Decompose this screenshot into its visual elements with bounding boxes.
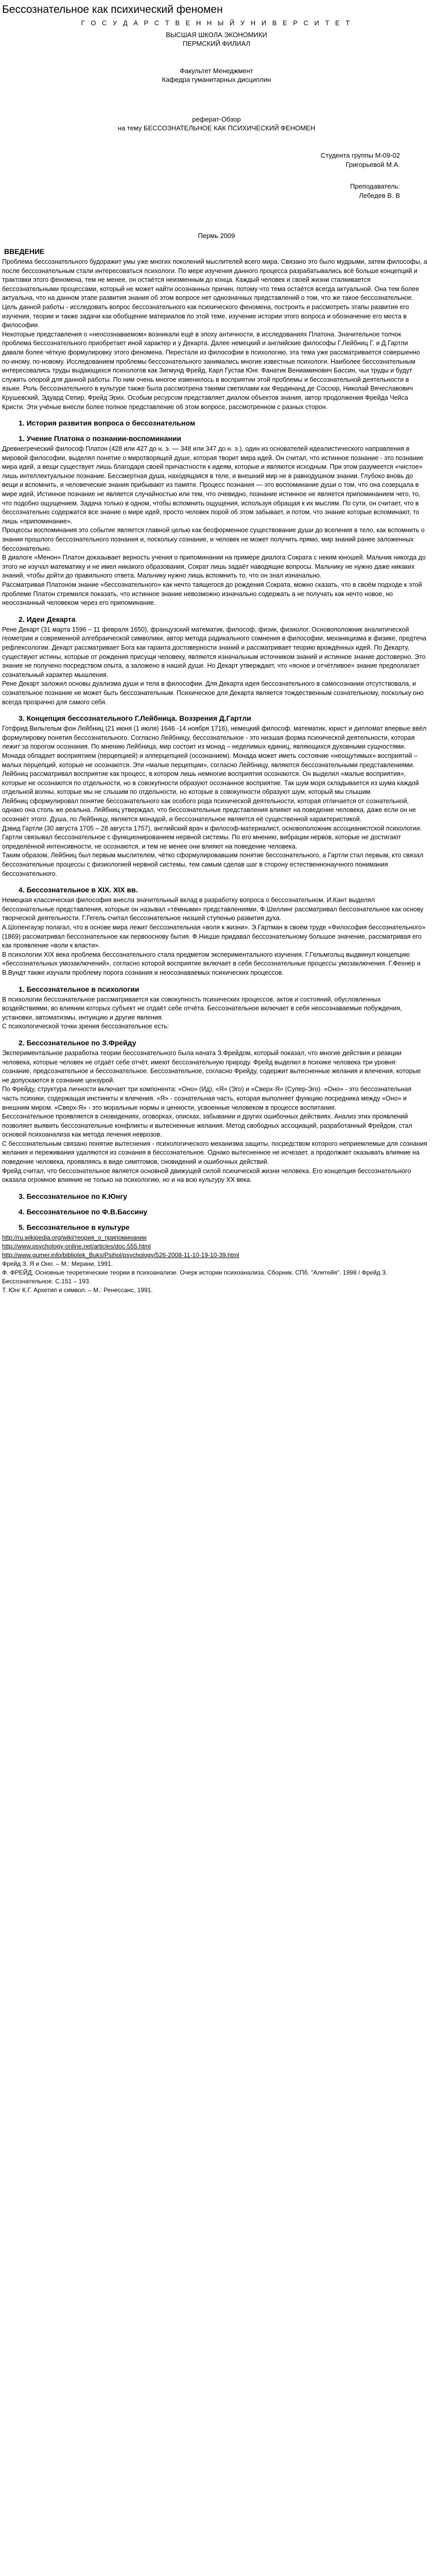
section-heading-xix: 4. Бессознательное в XIX. XIX вв. bbox=[19, 886, 138, 894]
student-group: Студента группы М-09-02 bbox=[321, 151, 400, 159]
plato-paragraph: Древнегреческий философ Платон (428 или 427 до н. э. — 348 или 347 до н. э.), один из основателей идеалистического направления в мировой философии, выделял понятие о миротворящей душе, которая творит мира идей. Он считал, что истинное познание - это познание мира идей, а вещи существует лишь благодаря своей причастности к идеям, которые и являются исходным. При этом разумеется «чистое» лишь интеллектуальное познание. Бессмертная душа, находящаяся в теле, и внешний мир не в равнодушном знании. Глубоко вновь до вещи и вспомнить, и человеческие знания прибывают из памяти. Процесс познания — это воспоминание души о том, что она созерцала в мире идей, Истинное познание не является случайностью или тем, что очевидно, познание истинное не является припоминанием чего, то, что подобно ощущением. Задача только в одном, чтобы вспомнить ощущения, используя обращая к их мыслям. По сути, он считает, что в бессознательно содержатся все знание о мире идей, просто человек порой об этом забывает, и потом, что знание которые вспоминают, то лишь «припоминание». bbox=[2, 445, 424, 525]
student-name: Григорьевой М.А. bbox=[345, 161, 400, 168]
leibniz-paragraph: Готфрид Вильгельм фон Лейбниц (21 июня (1 июля) 1646 -14 ноября 1716), немецкий философ, математик, юрист и дипломат впервые ввёл формулировку понятия бессознательного. Согласно Лейбницу, бессознательное - это низшая форма психической деятельности, которая лежит за порогом осознания. По мнению Лейбница, мир состоит из монад – неделимых единиц, являющихся духовными сущностями. Монада обладает восприятием (перцепцией) и апперцепцией (осознанием). Монада может иметь состояние «неощутимых» восприятий – малых перцепций, которые не осознаются. Эти «малые перцепции», согласно Лейбницу, являются бессознательными представлениями. bbox=[2, 725, 427, 769]
intro-paragraph: Некоторые представления о «неосознаваемом» возникали ещё в эпоху античности, в исследованиях Платона. Значительное толчок проблема бессознательного приобретает иной характер и у Декарта. Далее немецкий и английские философы Г.Лейбниц Г. и Д.Гартли давали более чёткую формулировку этого феномена. Перестали из философии в психологию, эта тема уже рассматривается совершенно по-иному, по-новому. Исследованием проблемы бессознательного занимались многие известные психологи. Наиболее бессознательным интересовались труды выдающихся психологов как Зигмунд Фрейд, Карл Густав Юнг. Фанатик Вениаминович Бассин, чьи труды и будут служить опорой для данной работы. По ним очень многое изменилось в восприятии этой проблемы и бессознательной деятельности в языке. Роль бессознательного в культуре также была рассмотрена такими светилами как Фердинанд де Соссюр, Николай Вячеславович Крушевский, Эдуард Сепир, Фрейд Эрих. Особым ресурсом представляет диалом объектов знания, автор продолжения Фрейда Чейса Кристи. Эти учёные внесли более полное представление об этом вопросе, рассмотренном с разных сторон. bbox=[2, 330, 420, 411]
literature-list bbox=[2, 1233, 431, 1295]
literature-item: Т. Юнг К.Г. Архетип и символ. – М.: Ренессанс, 1991. bbox=[2, 1286, 153, 1294]
intro-paragraph: Цель данной работы - исследовать вопрос бессознательного как психического феномена, построить и рассмотреть этапы развития его изучения, теории и также задачи как обобщение материалов по этой теме, изучение истории этого вопроса и обозначение его места в философии. bbox=[2, 303, 409, 329]
section-heading-culture: 5. Бессознательное в культуре bbox=[19, 1223, 130, 1231]
school-name: ВЫСШАЯ ШКОЛА ЭКОНОМИКИ bbox=[166, 31, 267, 39]
document-title: Бессознательное как психический феномен bbox=[2, 4, 223, 15]
intro-heading: ВВЕДЕНИЕ bbox=[4, 247, 45, 256]
intro-paragraph: Проблема бессознательного будоражит умы уже многих поколений мыслителей всего мира. Связано это было мудрыми, затем философы, а после бессознательным стали интересоваться психологи. По мере изучения данного процесса разрабатывались всё больше концепций и трактовки этого феномена, тем не менее, он остаётся неизменным до конца. Каждый человек и своей жизни сталкивается бессознательными процессами, который не может найти осознанных причин, потому что тема остаётся всегда актуальной. Она тем более актуальна, что на данном этапе развития знания об этом вопросе нет однозначных представлений о том, что же такое бессознательное. bbox=[2, 258, 427, 302]
leibniz-paragraph: Дэвид Гартли (30 августа 1705 – 28 августа 1757), английский врач и философ-материалист, основоположник ассоцианистской психологии. Гартли связывал бессознательное с функционированием нервной системы. По его мнению, вибрации нервов, которые не достигают определённой интенсивности, не осознаются, и тем не менее они влияют на поведение человека. bbox=[2, 824, 422, 850]
university-name: Г О С У Д А Р С Т В Е Н Н Ы Й У Н И В Е Р С И Т Е Т bbox=[81, 19, 352, 27]
plato-paragraph: В диалоге «Менон» Платон доказывает верность учения о припоминании на примере диалога Сократа с неким юношей. Мальчик никогда до этого не изучал математику и не имел никакого образования, Сократ лишь задаёт наводящие вопросы. Мальчику не нужно даже никаких знаний, чтобы дойти до правильного ответа. Мальчику нужно лишь вспомнить то, что он знал изначально. bbox=[2, 554, 426, 580]
branch-name: ПЕРМСКИЙ ФИЛИАЛ bbox=[182, 40, 251, 47]
descartes-paragraph: Рене Декарт (31 марта 1596 – 11 февраля 1650), французский математик, философ, физик, физиолог. Основоположник аналитической геометрии и современной алгебраической символики, автор метода радикального сомнения в философии, механицизма в физике, предтеча рефлексологии. Декарт рассматривает Бога как гаранта достоверности знаний и рассматривает теорию врождённых идей. По Декарту, существуют истины, которые от рождения присущи человеку, являются изначальным источником знаний и истинное знание достоверно. Это знание не получено посредством опыта, а заложено в нашей душе. Но Декарт утверждает, что «ясное и отчётливое» знание предполагает сознательный характер мышления. bbox=[2, 625, 427, 679]
faculty-name: Факультет Менеджмент bbox=[180, 67, 253, 75]
literature-link[interactable]: http://www.gumer.info/bibliotek_Buks/Psihol/psychology/526-2008-11-10-19-10-39.html bbox=[2, 1251, 239, 1259]
plato-paragraph: Процессы воспоминания это событие является главной целью как бесформенное существование души до вселения в тело, как вспомнить о знании прошлого бессознательного познания и, поскольку сознание, и человек не может получить прямо, мир знаний ранее заложенных бессознательно. bbox=[2, 527, 425, 552]
literature-item: Фрейд З. Я и Оно. – М.: Мерани, 1991. bbox=[2, 1260, 113, 1267]
work-topic: на тему БЕССОЗНАТЕЛЬНОЕ КАК ПСИХИЧЕСКИЙ ФЕНОМЕН bbox=[117, 124, 316, 132]
freud-paragraph: Бессознательное проявляется в сновидениях, оговорках, описках, забывании и других ошибочных действиях. Анализ этих проявлений позволяет выявить бессознательные конфликты и вытесненные желания. Метод свободных ассоциаций, разработанный Фрейдом, стал основой психоанализа как метода лечения неврозов. bbox=[2, 1113, 412, 1139]
psychology-paragraph: В психологии бессознательное рассматривается как совокупность психических процессов, актов и состояний, обусловленных воздействиями, во влиянии которых субъект не отдаёт себе отчёта. Бессознательное включает в себя неосознаваемые побуждения, установки, автоматизмы, интуицию и другие явления. bbox=[2, 995, 402, 1021]
leibniz-paragraph: Лейбниц сформулировал понятие бессознательного как особого рода психической деятельности, которая отличается от сознательной, однако она столь же реальна. Лейбниц утверждал, что бессознательные представления влияют на поведение человека, даже если он не осознаёт этого. Душа, по Лейбницу, является монадой, и бессознательное является её существенной характеристикой. bbox=[2, 797, 416, 823]
xix-paragraph: В психологии XIX века проблема бессознательного стала предметом экспериментального изучения. Г.Гельмгольц выдвинул концепцию «бессознательных умозаключений», согласно которой восприятие включает в себя бессознательные процессы умозаключения. Г.Фехнер и В.Вундт также изучали проблему порога сознания и неосознаваемых психических процессов. bbox=[2, 951, 421, 976]
leibniz-paragraph: Таким образом, Лейбниц был первым мыслителем, чётко сформулировавшим понятие бессознательного, а Гартли стал первым, кто связал бессознательные процессы с физиологией нервной системы, тем самым сделав шаг в сторону естественнонаучного понимания бессознательного. bbox=[2, 852, 424, 877]
city-year: Пермь 2009 bbox=[198, 232, 235, 240]
chapter-heading: 1. История развития вопроса о бессознательном bbox=[19, 419, 196, 428]
section-heading-leibniz: 3. Концепция бессознательного Г.Лейбница. Воззрения Д.Гартли bbox=[19, 714, 251, 723]
section-heading-descartes: 2. Идеи Декарта bbox=[19, 615, 76, 623]
psychology-paragraph: С психологической точки зрения бессознательное есть: bbox=[2, 1023, 169, 1030]
section-heading-plato: 1. Учение Платона о познании-воспоминании bbox=[19, 434, 182, 443]
literature-link[interactable]: http://www.psychology-online.net/articles/doc-555.html bbox=[2, 1242, 151, 1250]
department-name: Кафедра гуманитарных дисциплин bbox=[162, 76, 271, 83]
section-heading-freud: 2. Бессознательное по З.Фрейду bbox=[19, 1038, 136, 1047]
xix-paragraph: А.Шопенгауэр полагал, что в основе мира лежит бессознательная «воля к жизни». Э.Гартман в своём труде «Философия бессознательного» (1869) рассматривал бессознательное как первооснову бытия. Ф.Ницше придавал бессознательному большое значение, рассматривая его как проявление «воли к власти». bbox=[2, 924, 426, 950]
xix-paragraph: Немецкая классическая философия внесла значительный вклад в разработку вопроса о бессознательном. И.Кант выделял бессознательные представления, которые он называл «тёмными» представлениями. Ф.Шеллинг рассматривал бессознательное как основу творческой деятельности. Г.Гегель считал бессознательное низшей ступенью развития духа. bbox=[2, 896, 424, 922]
descartes-paragraph: Рене Декарт заложил основы дуализма души и тела в философии. Для Декарта идея бессознательного в самосознании отсутствовала, и сознательное познание не может быть бессознательным. Психическое для Декарта является тождественным сознательному, поскольку оно всегда прозрачно для самого себя. bbox=[2, 680, 424, 706]
literature-item: Ф. ФРЕЙД, Основные теоретические теории в психоанализе. Очерк истории психоанализа. Сборник. СПб. "Алетейя". 1998 / Фрейд З. Бессознательное. С.151 – 193. bbox=[2, 1268, 388, 1285]
teacher-label: Преподаватель: bbox=[350, 182, 400, 190]
plato-paragraph: Рассматривая Платоном знание «бессознательного» как нечто таящегося до рождения Сократа, можно сказать, что в своём подходе к этой проблеме Платон стремился показать, что истинное знание невозможно изначально содержать а не получать как нечто новое, но неосознанный человеком через его припоминание. bbox=[2, 581, 422, 607]
section-heading-psychology: 1. Бессознательное в психологии bbox=[19, 985, 139, 993]
freud-paragraph: Экспериментальное разработка теории бессознательного была начата З.Фрейдом, который показал, что многие действия и реакции человека, которые человек не отдаёт себе отчёт, имеют бессознательную природу. Фрейд выделил в психике человека три уровня: сознание, предсознательное и бессознательное. Бессознательное, согласно Фрейду, содержит вытесненные желания и влечения, которые не допускаются в сознание цензурой. bbox=[2, 1049, 421, 1084]
teacher-name: Лебедев В. В bbox=[359, 192, 400, 199]
leibniz-paragraph: Лейбниц рассматривал восприятие как процесс, в котором лишь немногие восприятия осознаются. Он выделил «малые восприятия», которые не осознаются по отдельности, но в совокупности образуют осознанное восприятие. Так шум моря складывается из шума каждой отдельной волны, которые мы не слышим по отдельности, но которые в совокупности образуют шум, который мы слышим. bbox=[2, 770, 419, 796]
literature-link[interactable]: http://ru.wikipedia.org/wiki/теория_о_припоминании bbox=[2, 1233, 147, 1241]
section-heading-jung: 3. Бессознательное по К.Юнгу bbox=[19, 1192, 128, 1200]
freud-paragraph: С бессознательным связано понятие вытеснения - психологического механизма защиты, посредством которого неприемлемые для сознания желания и переживания удаляются из сознания в бессознательное. Однако вытесненное не исчезает, а продолжает оказывать влияние на поведение человека, проявляясь в виде симптомов, сновидений и ошибочных действий. bbox=[2, 1140, 427, 1166]
freud-paragraph: По Фрейду, структура личности включает три компонента: «Оно» (Ид), «Я» (Эго) и «Сверх-Я» (Супер-Эго). «Оно» - это бессознательная часть психики, содержащая инстинкты и влечения. «Я» - сознательная часть, которая выполняет функцию посредника между «Оно» и внешним миром. «Сверх-Я» - это моральные нормы и ценности, усвоенные человеком в процессе воспитания. bbox=[2, 1086, 412, 1111]
section-heading-bassin: 4. Бессознательное по Ф.В.Бассину bbox=[19, 1207, 148, 1216]
work-type: реферат-Обзор bbox=[192, 115, 241, 123]
freud-paragraph: Фрейд считал, что бессознательное является основной движущей силой психической жизни человека. Его концепция бессознательного оказала огромное влияние не только на психологию, но и на всю культуру XX века. bbox=[2, 1167, 411, 1184]
